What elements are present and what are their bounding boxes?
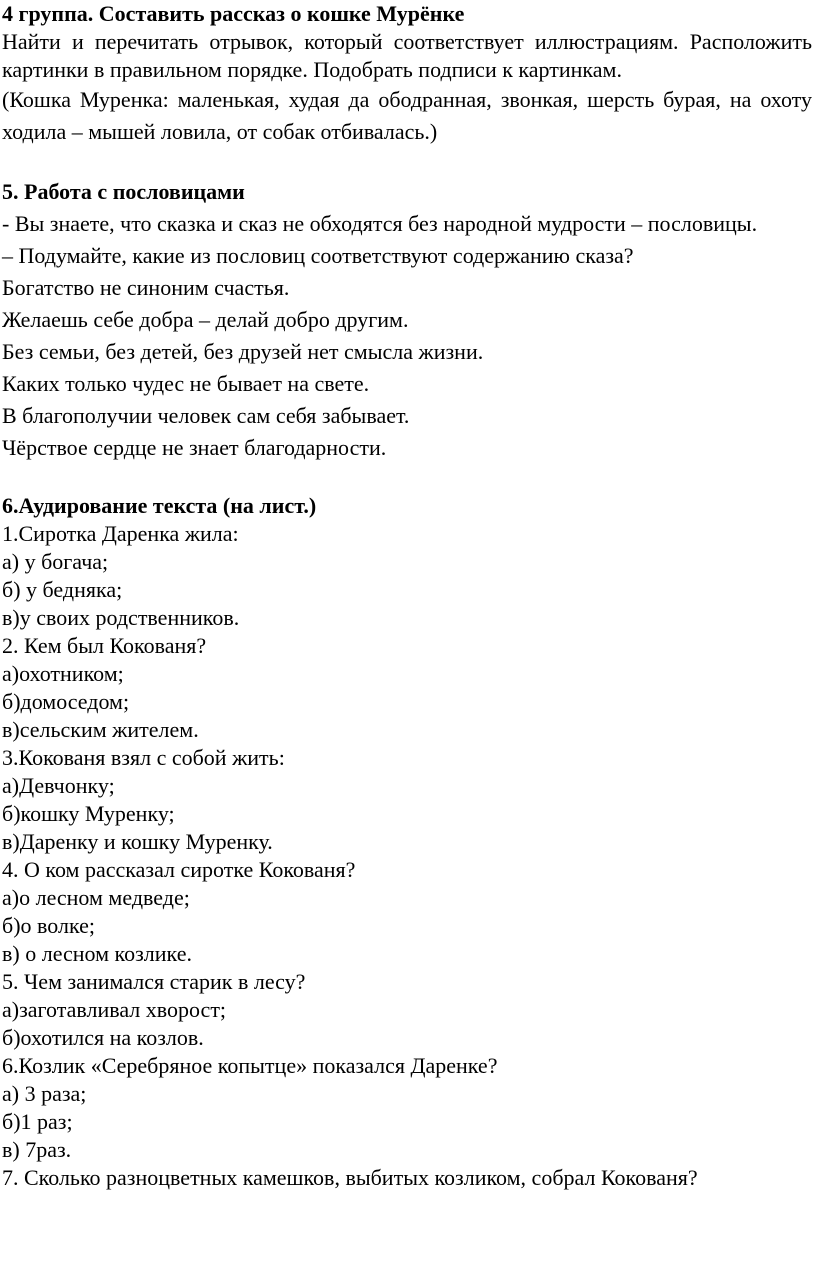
proverb-item: Чёрствое сердце не знает благодарности. bbox=[2, 435, 387, 460]
quiz-line: 2. Кем был Кокованя? bbox=[2, 633, 207, 658]
quiz-list bbox=[2, 520, 812, 1192]
proverb-item: Богатство не синоним счастья. bbox=[2, 275, 290, 300]
group4-task: Найти и перечитать отрывок, который соответствует иллюстрациям. Расположить картинки в правильном порядке. Подобрать подписи к картинкам. bbox=[2, 29, 812, 82]
section5-question: – Подумайте, какие из пословиц соответствуют содержанию сказа? bbox=[2, 243, 634, 268]
quiz-line: а) у богача; bbox=[2, 549, 109, 574]
quiz-line: а)о лесном медведе; bbox=[2, 885, 190, 910]
section5-heading: 5. Работа с пословицами bbox=[2, 179, 245, 204]
quiz-line: 1.Сиротка Даренка жила: bbox=[2, 521, 239, 546]
quiz-line: б)домоседом; bbox=[2, 689, 130, 714]
quiz-line: в) о лесном козлике. bbox=[2, 941, 192, 966]
quiz-line: а)заготавливал хворост; bbox=[2, 997, 227, 1022]
quiz-line: б)кошку Муренку; bbox=[2, 801, 175, 826]
quiz-line: в) 7раз. bbox=[2, 1137, 72, 1162]
group4-heading: 4 группа. Составить рассказ о кошке Мурёнке bbox=[2, 1, 465, 26]
quiz-line: а)Девчонку; bbox=[2, 773, 115, 798]
proverb-item: Желаешь себе добра – делай добро другим. bbox=[2, 307, 409, 332]
group4-note: (Кошка Муренка: маленькая, худая да ободранная, звонкая, шерсть бурая, на охоту ходила – мышей ловила, от собак отбивалась.) bbox=[2, 87, 812, 144]
proverb-item: Каких только чудес не бывает на свете. bbox=[2, 371, 370, 396]
quiz-line: в)Даренку и кошку Муренку. bbox=[2, 829, 273, 854]
quiz-line: 5. Чем занимался старик в лесу? bbox=[2, 969, 306, 994]
section-gap bbox=[2, 148, 812, 176]
section-gap bbox=[2, 464, 812, 492]
quiz-line: 4. О ком рассказал сиротке Кокованя? bbox=[2, 857, 356, 882]
quiz-line: 3.Кокованя взял с собой жить: bbox=[2, 745, 285, 770]
proverb-list bbox=[2, 272, 812, 464]
quiz-line: б)1 раз; bbox=[2, 1109, 73, 1134]
quiz-line: б)охотился на козлов. bbox=[2, 1025, 204, 1050]
proverb-item: В благополучии человек сам себя забывает. bbox=[2, 403, 410, 428]
quiz-line: в)сельским жителем. bbox=[2, 717, 199, 742]
quiz-line: б) у бедняка; bbox=[2, 577, 123, 602]
quiz-line: а)охотником; bbox=[2, 661, 124, 686]
quiz-line: 7. Сколько разноцветных камешков, выбитых козликом, собрал Кокованя? bbox=[2, 1165, 698, 1190]
section5-intro: - Вы знаете, что сказка и сказ не обходятся без народной мудрости – пословицы. bbox=[2, 211, 758, 236]
quiz-line: в)у своих родственников. bbox=[2, 605, 240, 630]
section6-heading: 6.Аудирование текста (на лист.) bbox=[2, 493, 317, 518]
quiz-line: б)о волке; bbox=[2, 913, 95, 938]
proverb-item: Без семьи, без детей, без друзей нет смысла жизни. bbox=[2, 339, 484, 364]
quiz-line: 6.Козлик «Серебряное копытце» показался Даренке? bbox=[2, 1053, 498, 1078]
quiz-line: а) 3 раза; bbox=[2, 1081, 87, 1106]
